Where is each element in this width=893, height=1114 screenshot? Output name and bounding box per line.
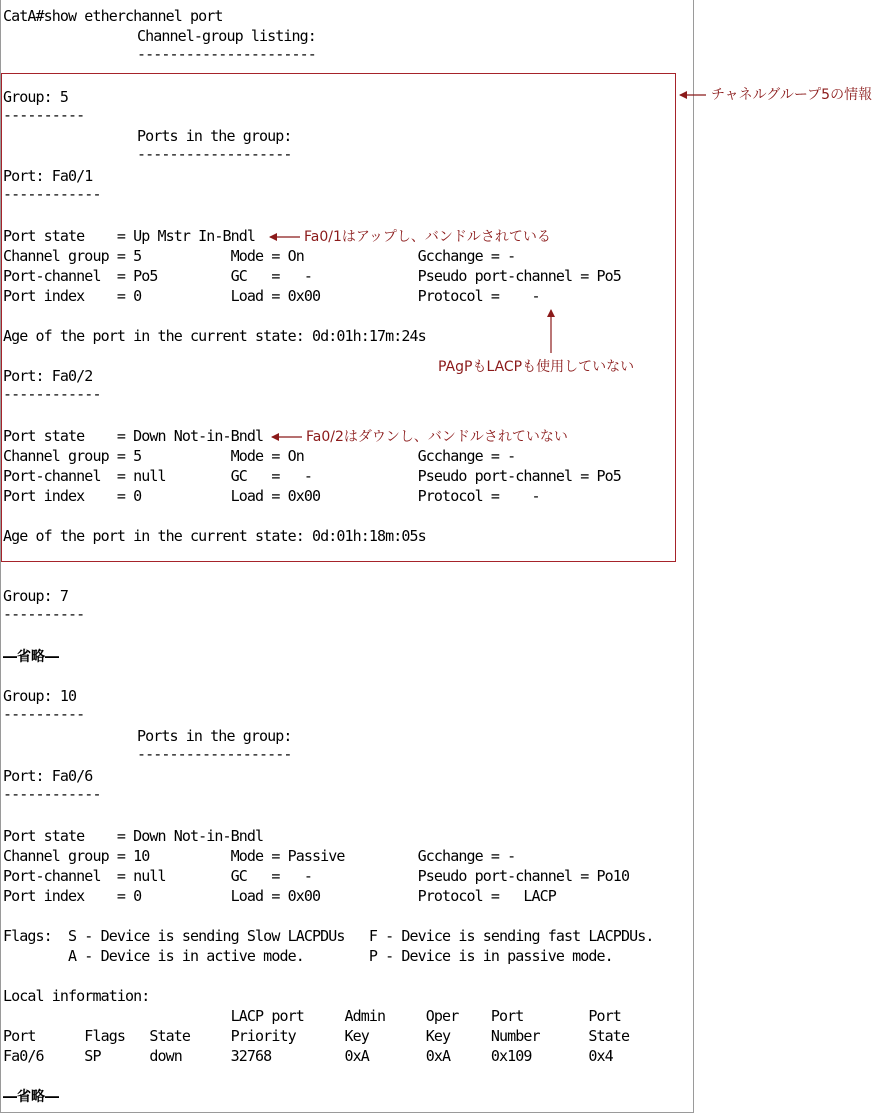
fa01-port-channel: Port-channel = Po5 GC = - Pseudo port-channel = Po5 xyxy=(3,267,621,285)
annotation-no-protocol: PAgPもLACPも使用していない xyxy=(438,359,635,375)
fa06-port-index: Port index = 0 Load = 0x00 Protocol = LACP xyxy=(3,887,556,905)
group10-title: Group: 10 xyxy=(3,687,77,705)
port-fa02-underline: ------------ xyxy=(3,385,101,403)
listing-underline: ---------------------- xyxy=(137,45,316,63)
flags-line-1: Flags: S - Device is sending Slow LACPDUs F - Device is sending fast LACPDUs. xyxy=(3,927,654,945)
fa01-channel-group: Channel group = 5 Mode = On Gcchange = - xyxy=(3,247,516,265)
fa06-channel-group: Channel group = 10 Mode = Passive Gcchange = - xyxy=(3,847,516,865)
fa06-port-state: Port state = Down Not-in-Bndl xyxy=(3,827,264,845)
lacp-table-header-1: LACP port Admin Oper Port Port xyxy=(3,1007,621,1025)
fa02-port-state: Port state = Down Not-in-Bndl xyxy=(3,427,264,445)
group5-underline: ---------- xyxy=(3,106,85,124)
listing-heading: Channel-group listing: xyxy=(137,27,316,45)
ports-in-group-heading: Ports in the group: xyxy=(137,127,292,145)
fa01-port-state: Port state = Up Mstr In-Bndl xyxy=(3,227,256,245)
omitted-marker-end: ―省略― xyxy=(3,1089,59,1105)
port-fa01-underline: ------------ xyxy=(3,185,101,203)
port-fa02-title: Port: Fa0/2 xyxy=(3,367,93,385)
port-fa01-title: Port: Fa0/1 xyxy=(3,167,93,185)
group10-ports-underline: ------------------- xyxy=(137,745,292,763)
annotation-group5-info: チャネルグループ5の情報 xyxy=(711,87,873,103)
fa02-channel-group: Channel group = 5 Mode = On Gcchange = - xyxy=(3,447,516,465)
flags-line-2: A - Device is in active mode. P - Device is in passive mode. xyxy=(3,947,613,965)
local-info-heading: Local information: xyxy=(3,987,150,1005)
fa01-port-index: Port index = 0 Load = 0x00 Protocol = - xyxy=(3,287,540,305)
fa06-port-channel: Port-channel = null GC = - Pseudo port-channel = Po10 xyxy=(3,867,630,885)
fa01-age: Age of the port in the current state: 0d:01h:17m:24s xyxy=(3,327,426,345)
group5-title: Group: 5 xyxy=(3,88,69,106)
lacp-table-header-2: Port Flags State Priority Key Key Number State xyxy=(3,1027,630,1045)
group10-ports-heading: Ports in the group: xyxy=(137,727,292,745)
omitted-marker: ―省略― xyxy=(3,649,59,665)
lacp-table-row-fa06: Fa0/6 SP down 32768 0xA 0xA 0x109 0x4 xyxy=(3,1047,613,1065)
annotation-fa02-down: Fa0/2はダウンし、バンドルされていない xyxy=(306,429,568,445)
ports-in-group-underline: ------------------- xyxy=(137,145,292,163)
annotation-fa01-up: Fa0/1はアップし、バンドルされている xyxy=(304,229,551,245)
command-line: CatA#show etherchannel port xyxy=(3,7,223,25)
fa02-age: Age of the port in the current state: 0d:01h:18m:05s xyxy=(3,527,426,545)
fa02-port-index: Port index = 0 Load = 0x00 Protocol = - xyxy=(3,487,540,505)
fa02-port-channel: Port-channel = null GC = - Pseudo port-channel = Po5 xyxy=(3,467,621,485)
port-fa06-underline: ------------ xyxy=(3,785,101,803)
group7-underline: ---------- xyxy=(3,605,85,623)
port-fa06-title: Port: Fa0/6 xyxy=(3,767,93,785)
group7-title: Group: 7 xyxy=(3,587,69,605)
group10-underline: ---------- xyxy=(3,705,85,723)
